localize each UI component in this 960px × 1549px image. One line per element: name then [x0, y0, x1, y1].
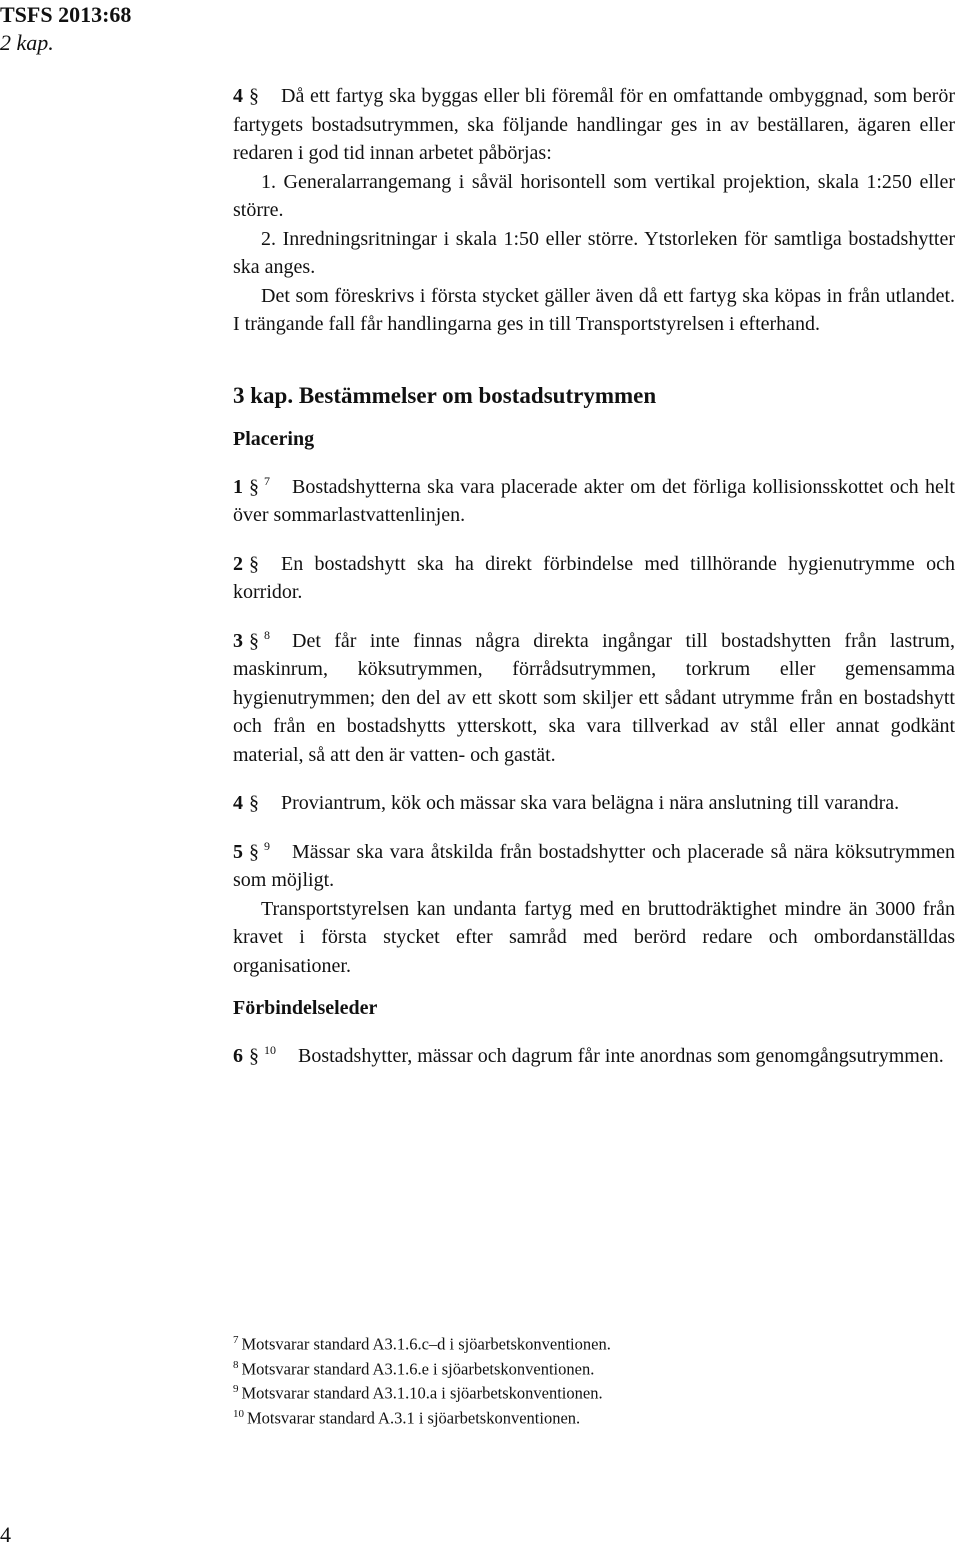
section-3-4 — [233, 789, 955, 818]
footnote-text: Motsvarar standard A3.1.10.a i sjöarbetskonventionen. — [241, 1383, 603, 1403]
section-3-1 — [233, 473, 955, 530]
footnote-number: 8 — [233, 1358, 239, 1371]
footnote — [233, 1330, 933, 1355]
footnote — [233, 1404, 933, 1429]
chapter-label: 2 kap. — [0, 30, 54, 55]
section-3-5 — [233, 838, 955, 895]
paragraph-sign: § — [249, 85, 259, 107]
section-paragraph: Det som föreskrivs i första stycket gäller även då ett fartyg ska köpas in från utlandet. I trängande fall får handlingarna ges in till Transportstyrelsen i efterhand. — [233, 284, 955, 335]
footnote-text: Motsvarar standard A3.1.6.e i sjöarbetskonventionen. — [241, 1359, 595, 1378]
paragraph-sign: § — [249, 552, 259, 575]
footnote-number: 7 — [233, 1334, 239, 1346]
footnote-text: Motsvarar standard A3.1.6.c–d i sjöarbetskonventionen. — [241, 1334, 611, 1354]
section-number: 4 — [233, 85, 243, 107]
footnote-ref: 7 — [264, 473, 270, 488]
footnote-ref: 10 — [264, 1043, 276, 1058]
section-number: 5 — [233, 840, 243, 863]
footnote — [233, 1355, 933, 1380]
section-2-4 — [233, 82, 955, 168]
list-item-1: 1. Generalarrangemang i såväl horisontell som vertikal projektion, skala 1:250 eller större. — [233, 170, 955, 221]
section-text: Bostadshytter, mässar och dagrum får inte anordnas som genomgångsutrymmen. — [298, 1045, 944, 1067]
section-number: 4 — [233, 792, 243, 814]
footnotes — [233, 1330, 933, 1428]
section-number: 6 — [233, 1045, 243, 1067]
section-text: Då ett fartyg ska byggas eller bli föremål för en omfattande ombyggnad, som berör fartygets bostadsutrymmen, ska följande handlingar ges in av beställaren, ägaren eller redaren i god tid innan arbetet påbörjas: — [233, 85, 955, 164]
section-number: 2 — [233, 552, 243, 575]
section-paragraph: Transportstyrelsen kan undanta fartyg med en bruttodräktighet mindre än 3000 från kravet i första stycket efter samråd med berörd redare och ombordanställdas organisationer. — [233, 897, 955, 977]
section-text: Bostadshytterna ska vara placerade akter om det förliga kollisionsskottet och helt över sommarlastvattenlinjen. — [233, 475, 955, 526]
footnote-number: 9 — [233, 1383, 239, 1395]
footnote-number: 10 — [233, 1407, 244, 1420]
paragraph-sign: § — [249, 1045, 259, 1067]
list-item-2: 2. Inredningsritningar i skala 1:50 eller större. Ytstorleken för samtliga bostadshytter ska anges. — [233, 227, 955, 278]
page-number: 4 — [0, 1522, 11, 1547]
section-3-6 — [233, 1042, 955, 1071]
paragraph-sign: § — [249, 475, 259, 498]
section-text: En bostadshytt ska ha direkt förbindelse med tillhörande hygienutrymme och korridor. — [233, 552, 955, 603]
paragraph-sign: § — [249, 840, 259, 863]
subheading-placering: Placering — [233, 427, 315, 450]
document-body — [233, 82, 955, 1071]
section-text: Mässar ska vara åtskilda från bostadshytter och placerade så nära köksutrymmen som möjligt. — [233, 840, 955, 891]
footnote-ref: 8 — [264, 627, 270, 642]
section-3-2 — [233, 550, 955, 607]
document-series-title: TSFS 2013:68 — [0, 2, 132, 27]
footnote-ref: 9 — [264, 838, 270, 853]
footnote — [233, 1379, 933, 1404]
footnote-text: Motsvarar standard A.3.1 i sjöarbetskonventionen. — [247, 1408, 581, 1427]
section-text: Det får inte finnas några direkta ingångar till bostadshytten från lastrum, maskinrum, köksutrymmen, förrådsutrymmen, torkrum eller gemensamma hygienutrymmen; den del av ett skott som skiljer ett sådant utrymme från en bostadshytt och från en bostadshytts ytterskott, ska vara tillverkad av stål eller annat godkänt material, så att den är vatten- och gastät. — [233, 629, 955, 766]
section-text: Proviantrum, kök och mässar ska vara belägna i nära anslutning till varandra. — [281, 792, 900, 814]
paragraph-sign: § — [249, 629, 259, 652]
section-number: 3 — [233, 629, 243, 652]
section-number: 1 — [233, 475, 243, 498]
section-3-3 — [233, 627, 955, 770]
subheading-forbindelseleder: Förbindelseleder — [233, 997, 378, 1019]
chapter-title: 3 kap. Bestämmelser om bostadsutrymmen — [233, 382, 657, 408]
paragraph-sign: § — [249, 792, 259, 814]
